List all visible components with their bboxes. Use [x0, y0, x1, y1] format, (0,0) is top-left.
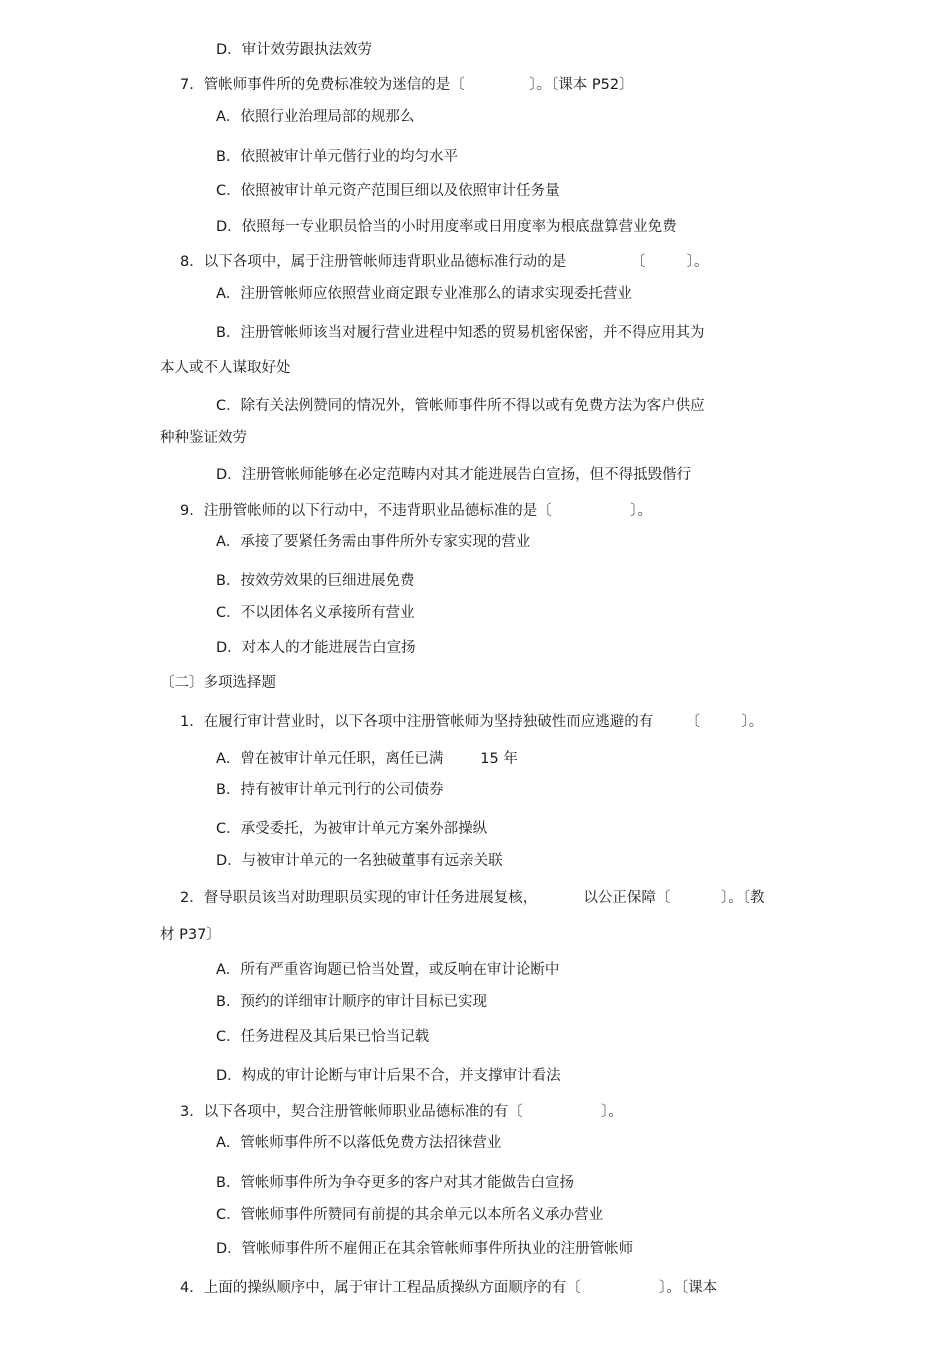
option-b-m1: B．持有被审计单元刊行的公司债券 [216, 782, 444, 798]
question-9: 9．注册管帐师的以下行动中，不违背职业品德标准的是〔 〕。 [180, 503, 652, 519]
option-b-q8-cont: 本人或不人谋取好处 [160, 360, 291, 376]
option-d-m3: D．管帐师事件所不雇佣正在其余管帐师事件所执业的注册管帐师 [216, 1241, 634, 1257]
option-d-q7: D．依照每一专业职员恰当的小时用度率或日用度率为根底盘算营业免费 [216, 219, 677, 235]
option-a-m3: A．管帐师事件所不以落低免费方法招徕营业 [216, 1135, 502, 1151]
option-b-q9: B．按效劳效果的巨细进展免费 [216, 573, 415, 589]
question-7: 7．管帐师事件所的免费标准较为迷信的是〔 〕。〔课本 P52〕 [180, 77, 634, 93]
question-m3: 3．以下各项中，契合注册管帐师职业品德标准的有〔 〕。 [180, 1104, 623, 1120]
option-c-q9: C．不以团体名义承接所有营业 [216, 605, 415, 621]
question-8: 8．以下各项中，属于注册管帐师违背职业品德标准行动的是 〔 〕。 [180, 254, 709, 270]
option-d-m1: D．与被审计单元的一名独破董事有远亲关联 [216, 853, 503, 869]
option-a-q8: A．注册管帐师应依照营业商定跟专业准那么的请求实现委托营业 [216, 286, 632, 302]
option-c-q7: C．依照被审计单元资产范围巨细以及依照审计任务量 [216, 183, 560, 199]
option-c-q8: C．除有关法例赞同的情况外，管帐师事件所不得以或有免费方法为客户供应 [216, 398, 705, 414]
option-d-q8: D．注册管帐师能够在必定范畴内对其才能进展告白宣扬，但不得抵毁偕行 [216, 467, 692, 483]
option-b-m2: B．预约的详细审计顺序的审计目标已实现 [216, 994, 487, 1010]
question-m2-cont: 材 P37〕 [160, 927, 221, 943]
section-heading-multiple-choice: 〔二〕多项选择题 [160, 675, 276, 691]
option-b-m3: B．管帐师事件所为争夺更多的客户对其才能做告白宣扬 [216, 1175, 574, 1191]
option-c-m1: C．承受委托，为被审计单元方案外部操纵 [216, 821, 488, 837]
option-a-m1: A．曾在被审计单元任职，离任已满 15 年 [216, 751, 518, 767]
option-b-q7: B．依照被审计单元偕行业的均匀水平 [216, 149, 458, 165]
option-a-q9: A．承接了要紧任务需由事件所外专家实现的营业 [216, 534, 531, 550]
question-m1: 1．在履行审计营业时，以下各项中注册管帐师为坚持独破性而应逃避的有 〔 〕。 [180, 714, 764, 730]
option-d-q6: D．审计效劳跟执法效劳 [216, 42, 373, 58]
question-m2: 2．督导职员该当对助理职员实现的审计任务进展复核， 以公正保障〔 〕。〔教 [180, 890, 765, 906]
option-b-q8: B．注册管帐师该当对履行营业进程中知悉的贸易机密保密，并不得应用其为 [216, 325, 705, 341]
question-m4: 4．上面的操纵顺序中，属于审计工程品质操纵方面顺序的有〔 〕。〔课本 [180, 1280, 718, 1296]
option-a-m2: A．所有严重咨询题已恰当处置，或反响在审计论断中 [216, 962, 560, 978]
option-a-q7: A．依照行业治理局部的规那么 [216, 109, 415, 125]
option-d-m2: D．构成的审计论断与审计后果不合，并支撑审计看法 [216, 1068, 561, 1084]
option-d-q9: D．对本人的才能进展告白宣扬 [216, 640, 416, 656]
option-c-m2: C．任务进程及其后果已恰当记载 [216, 1029, 430, 1045]
option-c-m3: C．管帐师事件所赞同有前提的其余单元以本所名义承办营业 [216, 1207, 604, 1223]
option-c-q8-cont: 种种鉴证效劳 [160, 430, 247, 446]
